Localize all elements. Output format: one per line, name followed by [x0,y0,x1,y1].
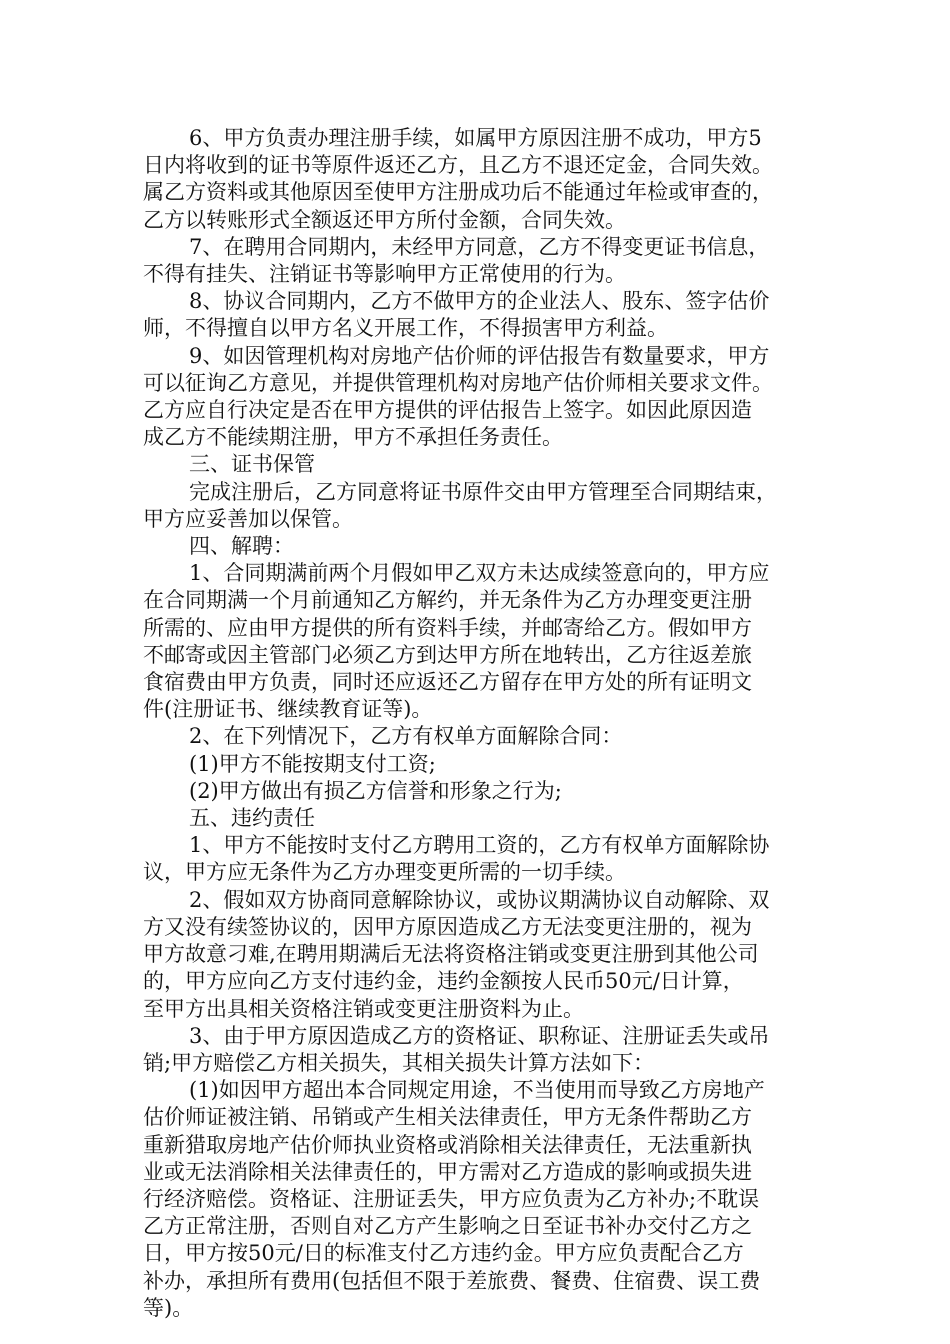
dismissal-item-1: (1)甲方不能按期支付工资; [189,751,436,776]
clause-8: 8、协议合同期内，乙方不做甲方的企业法人、股东、签字估价 师，不得擅自以甲方名义开展工作，不得损害甲方利益。 [143,289,770,341]
section-heading-certificate-custody: 三、证书保管 [189,452,315,477]
liability-item-1: (1)如因甲方超出本合同规定用途，不当使用而导致乙方房地产 估价师证被注销、吊销或产生相关法律责任，甲方无条件帮助乙方 重新猎取房地产估价师执业资格或消除相关法律责任，无法重新执 业或无法消除相关法律责任的，甲方需对乙方造成的影响或损失进 行经济赔偿。资格证、注册证丢失，甲方应负责为乙方补办;不耽误 乙方正常注册，否则自对乙方产生影响之日至证书补办交付乙方之 日，甲方按50元/日的标准支付乙方违约金。甲方应负责配合乙方 补办，承担所有费用(包括但不限于差旅费、餐费、住宿费、误工费 等)。 [143,1078,765,1320]
liability-clause-3: 3、由于甲方原因造成乙方的资格证、职称证、注册证丢失或吊 销;甲方赔偿乙方相关损失，其相关损失计算方法如下： [143,1023,770,1075]
liability-clause-1: 1、甲方不能按时支付乙方聘用工资的，乙方有权单方面解除协 议，甲方应无条件为乙方办理变更所需的一切手续。 [143,833,770,885]
clause-9: 9、如因管理机构对房地产估价师的评估报告有数量要求，甲方 可以征询乙方意见，并提供管理机构对房地产估价师相关要求文件。 乙方应自行决定是否在甲方提供的评估报告上签字。如因此原因造 成乙方不能续期注册，甲方不承担任务责任。 [143,343,773,450]
section-heading-dismissal: 四、解聘： [189,534,294,559]
certificate-custody-text: 完成注册后，乙方同意将证书原件交由甲方管理至合同期结束， 甲方应妥善加以保管。 [143,479,777,531]
clause-6: 6、甲方负责办理注册手续，如属甲方原因注册不成功，甲方5 日内将收到的证书等原件返还乙方，且乙方不退还定金，合同失效。 属乙方资料或其他原因至使甲方注册成功后不能通过年检或审查的， 乙方以转账形式全额返还甲方所付金额，合同失效。 [143,126,773,232]
clause-7: 7、在聘用合同期内，未经甲方同意，乙方不得变更证书信息， 不得有挂失、注销证书等影响甲方正常使用的行为。 [143,234,770,287]
liability-clause-2: 2、假如双方协商同意解除协议，或协议期满协议自动解除、双 方又没有续签协议的，因甲方原因造成乙方无法变更注册的，视为 甲方故意刁难,在聘用期满后无法将资格注销或变更注册到其他公司 的，甲方应向乙方支付违约金，违约金额按人民币50元/日计算， 至甲方出具相关资格注销或变更注册资料为止。 [143,887,770,1021]
dismissal-item-2: (2)甲方做出有损乙方信誉和形象之行为; [189,778,562,803]
dismissal-clause-1: 1、合同期满前两个月假如甲乙双方未达成续签意向的，甲方应 在合同期满一个月前通知乙方解约，并无条件为乙方办理变更注册 所需的、应由甲方提供的所有资料手续，并邮寄给乙方。假如甲方 不邮寄或因主管部门必须乙方到达甲方所在地转出，乙方往返差旅 食宿费由甲方负责，同时还应返还乙方留存在甲方处的所有证明文 件(注册证书、继续教育证等)。 [143,561,770,722]
document-body [143,125,819,1322]
dismissal-clause-2: 2、在下列情况下，乙方有权单方面解除合同： [189,724,623,749]
section-heading-liability: 五、违约责任 [189,806,315,831]
